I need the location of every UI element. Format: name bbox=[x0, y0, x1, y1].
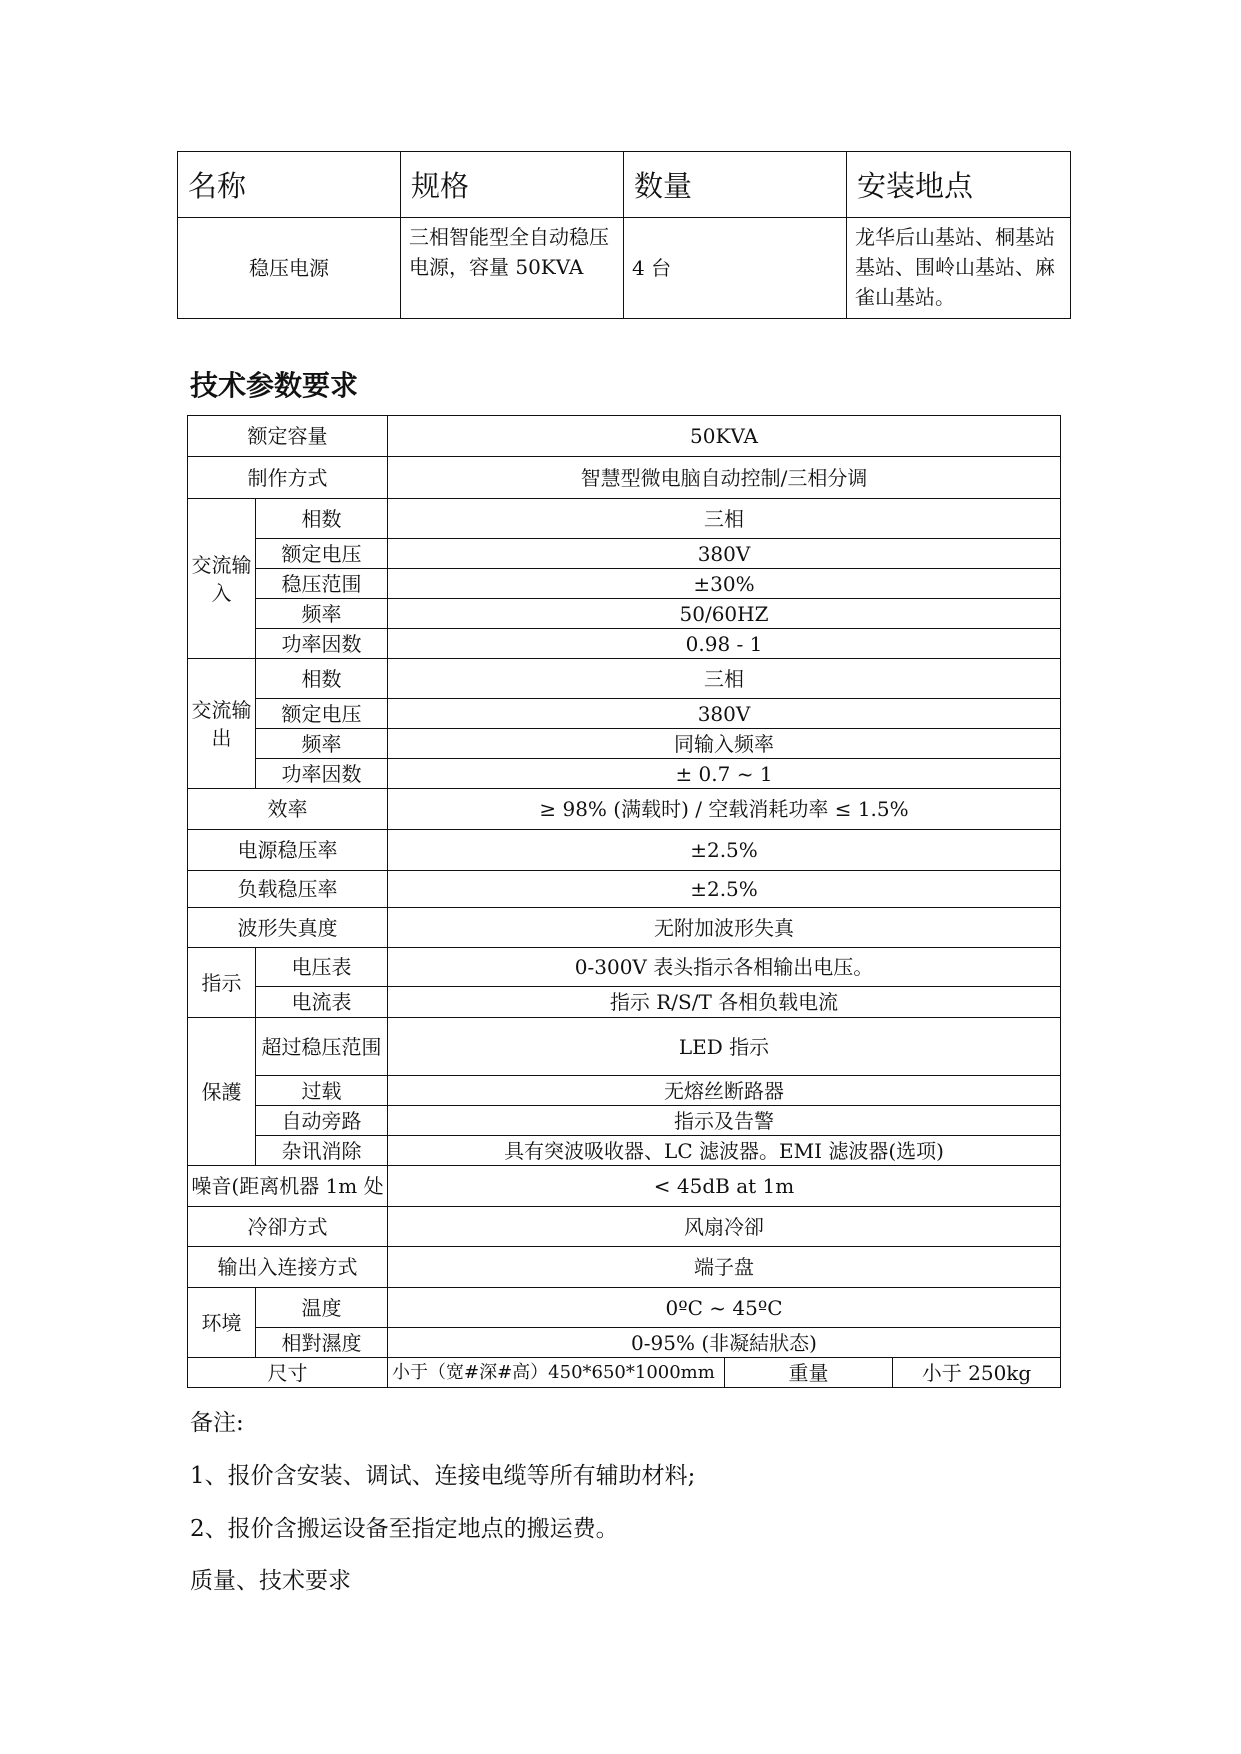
param-row bbox=[188, 629, 1061, 659]
param-row bbox=[188, 729, 1061, 759]
param-row bbox=[188, 948, 1061, 987]
param-value: 三相 bbox=[388, 659, 1061, 699]
param-label: 频率 bbox=[256, 729, 388, 759]
param-label: 相数 bbox=[256, 499, 388, 539]
param-value: ≥ 98% (满载时) / 空载消耗功率 ≤ 1.5% bbox=[388, 789, 1061, 830]
param-label: 自动旁路 bbox=[256, 1106, 388, 1136]
param-value: 0ºC ~ 45ºC bbox=[388, 1288, 1061, 1328]
product-table-row bbox=[178, 218, 1071, 319]
header-location: 安装地点 bbox=[847, 152, 1071, 218]
param-row bbox=[188, 1247, 1061, 1288]
param-row bbox=[188, 457, 1061, 499]
param-label: 额定容量 bbox=[188, 416, 388, 457]
notes-footer: 质量、技术要求 bbox=[190, 1568, 351, 1594]
param-value: 0-95% (非凝結狀态) bbox=[388, 1328, 1061, 1358]
param-value: 380V bbox=[388, 699, 1061, 729]
param-row bbox=[188, 1018, 1061, 1076]
param-value: ±30% bbox=[388, 569, 1061, 599]
param-row bbox=[188, 599, 1061, 629]
param-row bbox=[188, 1076, 1061, 1106]
group-label-protection: 保護 bbox=[188, 1018, 256, 1166]
param-value: 指示及告警 bbox=[388, 1106, 1061, 1136]
param-label: 频率 bbox=[256, 599, 388, 629]
param-label: 制作方式 bbox=[188, 457, 388, 499]
param-row bbox=[188, 1166, 1061, 1207]
notes-title: 备注: bbox=[190, 1410, 244, 1436]
param-label: 杂讯消除 bbox=[256, 1136, 388, 1166]
param-label: 尺寸 bbox=[188, 1358, 388, 1388]
group-label-ac-input: 交流输入 bbox=[188, 499, 256, 659]
param-label: 功率因数 bbox=[256, 759, 388, 789]
param-value: LED 指示 bbox=[388, 1018, 1061, 1076]
param-value: ±2.5% bbox=[388, 830, 1061, 871]
param-label: 负载稳压率 bbox=[188, 871, 388, 908]
param-value: < 45dB at 1m bbox=[388, 1166, 1061, 1207]
cell-name: 稳压电源 bbox=[178, 218, 401, 319]
param-value: 小于（宽#深#高）450*650*1000mm bbox=[388, 1358, 725, 1388]
param-label: 功率因数 bbox=[256, 629, 388, 659]
header-spec: 规格 bbox=[401, 152, 624, 218]
param-value: 指示 R/S/T 各相负载电流 bbox=[388, 987, 1061, 1018]
param-row bbox=[188, 1106, 1061, 1136]
param-label: 相数 bbox=[256, 659, 388, 699]
param-value: 端子盘 bbox=[388, 1247, 1061, 1288]
param-value: 0-300V 表头指示各相输出电压。 bbox=[388, 948, 1061, 987]
param-row bbox=[188, 499, 1061, 539]
header-name: 名称 bbox=[178, 152, 401, 218]
header-quantity: 数量 bbox=[624, 152, 847, 218]
note-item: 1、报价含安装、调试、连接电缆等所有辅助材料; bbox=[190, 1463, 696, 1489]
param-value: 同输入频率 bbox=[388, 729, 1061, 759]
param-row-size bbox=[188, 1358, 1061, 1388]
param-value: 具有突波吸收器、LC 滤波器。EMI 滤波器(选项) bbox=[388, 1136, 1061, 1166]
param-value: ± 0.7 ~ 1 bbox=[388, 759, 1061, 789]
product-table bbox=[177, 151, 1071, 319]
note-item: 2、报价含搬运设备至指定地点的搬运费。 bbox=[190, 1516, 619, 1542]
param-label: 额定电压 bbox=[256, 539, 388, 569]
param-value: 三相 bbox=[388, 499, 1061, 539]
product-table-header-row bbox=[178, 152, 1071, 218]
param-label: 温度 bbox=[256, 1288, 388, 1328]
param-row bbox=[188, 659, 1061, 699]
param-row bbox=[188, 759, 1061, 789]
param-label: 效率 bbox=[188, 789, 388, 830]
group-label-indication: 指示 bbox=[188, 948, 256, 1018]
param-value: 无附加波形失真 bbox=[388, 908, 1061, 948]
param-row bbox=[188, 1288, 1061, 1328]
param-row bbox=[188, 539, 1061, 569]
param-row bbox=[188, 1328, 1061, 1358]
weight-label: 重量 bbox=[725, 1358, 893, 1388]
cell-spec: 三相智能型全自动稳压电源，容量 50KVA bbox=[401, 218, 624, 319]
param-row bbox=[188, 830, 1061, 871]
param-label: 超过稳压范围 bbox=[256, 1018, 388, 1076]
param-row bbox=[188, 1136, 1061, 1166]
tech-params-table bbox=[187, 415, 1061, 1388]
param-label: 电流表 bbox=[256, 987, 388, 1018]
param-label: 过载 bbox=[256, 1076, 388, 1106]
param-label: 噪音(距离机器 1m 处 bbox=[188, 1166, 388, 1207]
param-value: ±2.5% bbox=[388, 871, 1061, 908]
param-label: 电源稳压率 bbox=[188, 830, 388, 871]
weight-value: 小于 250kg bbox=[893, 1358, 1061, 1388]
cell-quantity: 4 台 bbox=[624, 218, 847, 319]
param-row bbox=[188, 699, 1061, 729]
param-label: 电压表 bbox=[256, 948, 388, 987]
cell-location: 龙华后山基站、桐基站基站、围岭山基站、麻雀山基站。 bbox=[847, 218, 1071, 319]
tech-params-heading: 技术参数要求 bbox=[190, 369, 359, 402]
group-label-environment: 环境 bbox=[188, 1288, 256, 1358]
param-value: 风扇冷卻 bbox=[388, 1207, 1061, 1247]
param-label: 输出入连接方式 bbox=[188, 1247, 388, 1288]
param-row bbox=[188, 871, 1061, 908]
param-label: 额定电压 bbox=[256, 699, 388, 729]
param-row bbox=[188, 789, 1061, 830]
param-row bbox=[188, 416, 1061, 457]
param-row bbox=[188, 1207, 1061, 1247]
param-value: 50/60HZ bbox=[388, 599, 1061, 629]
param-row bbox=[188, 569, 1061, 599]
param-label: 波形失真度 bbox=[188, 908, 388, 948]
param-label: 稳压范围 bbox=[256, 569, 388, 599]
param-label: 冷卻方式 bbox=[188, 1207, 388, 1247]
param-label: 相對濕度 bbox=[256, 1328, 388, 1358]
param-value: 50KVA bbox=[388, 416, 1061, 457]
param-row bbox=[188, 987, 1061, 1018]
param-row bbox=[188, 908, 1061, 948]
param-value: 智慧型微电脑自动控制/三相分调 bbox=[388, 457, 1061, 499]
group-label-ac-output: 交流输出 bbox=[188, 659, 256, 789]
param-value: 无熔丝断路器 bbox=[388, 1076, 1061, 1106]
param-value: 0.98 - 1 bbox=[388, 629, 1061, 659]
param-value: 380V bbox=[388, 539, 1061, 569]
